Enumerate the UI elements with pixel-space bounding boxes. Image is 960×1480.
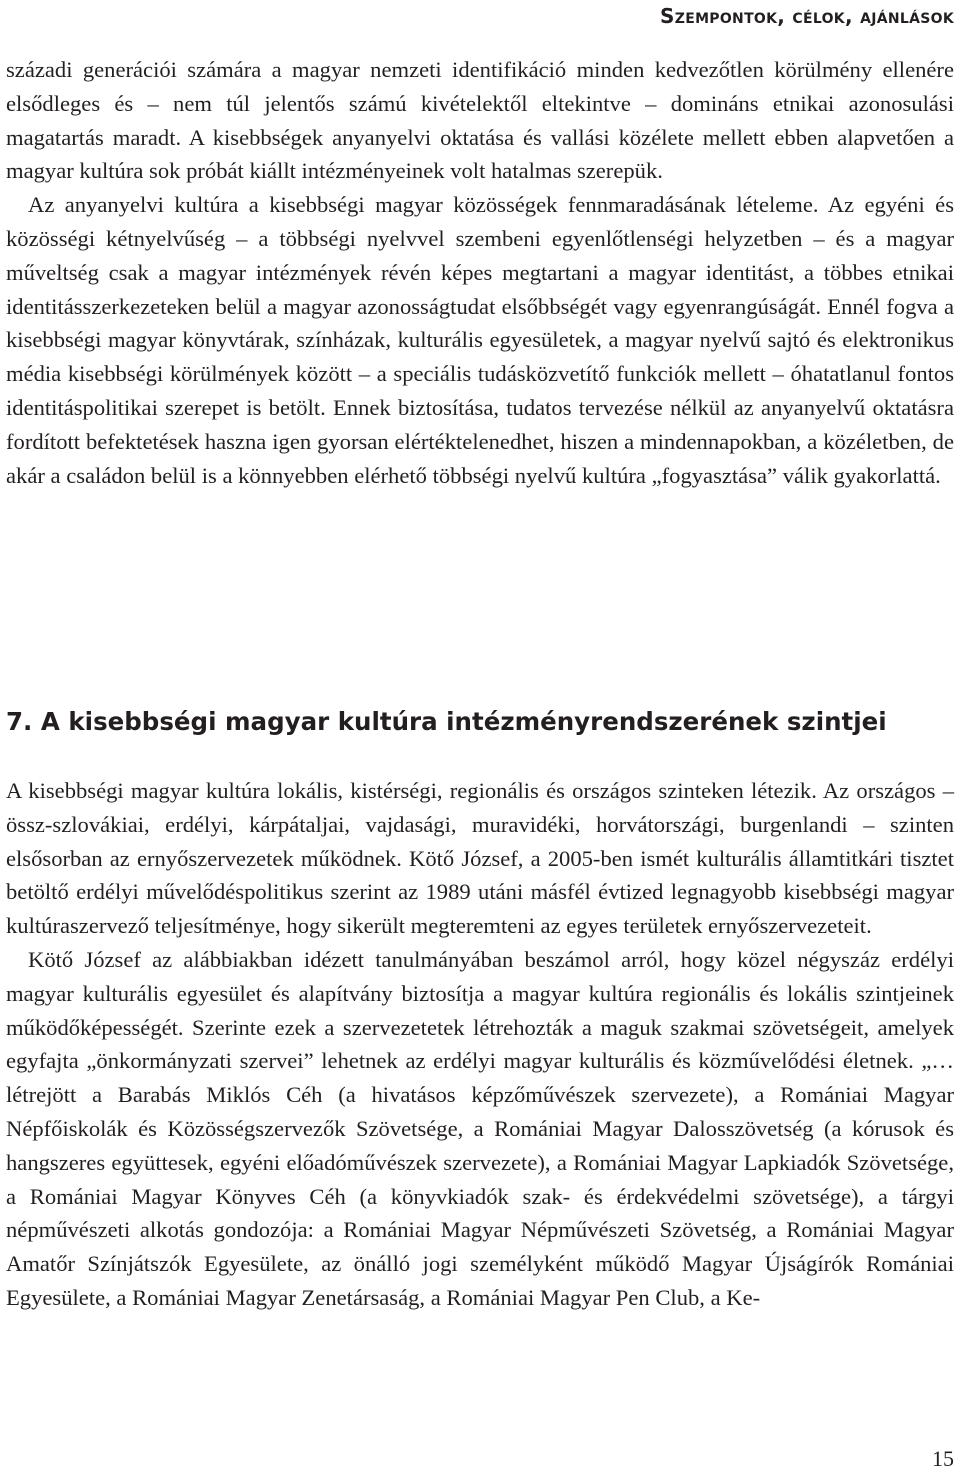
paragraph: századi generációi számára a magyar nemzeti identifikáció minden kedvezőtlen körülmény ellenére elsődleges és – nem túl jelentős számú kivételektől eltekintve – domináns etnikai azonosulási magatartás maradt. A kisebbségek anyanyelvi oktatása és vallási közélete mellett ebben alapvetően a magyar kultúra sok próbát kiállt intézményeinek volt hatalmas szerepük.: [6, 57, 954, 184]
running-header: Szempontok, célok, ajánlások: [660, 4, 954, 28]
paragraph: A kisebbségi magyar kultúra lokális, kistérségi, regionális és országos szinteken létezik. Az országos – össz-szlovákiai, erdélyi, kárpátaljai, vajdasági, muravidéki, horvátországi, burgenlandi – szinten elsősorban az ernyőszervezetek működnek. Kötő József, a 2005-ben ismét kulturális államtitkári tisztet betöltő erdélyi művelődéspolitikus szerint az 1989 utáni másfél évtized legnagyobb kisebbségi magyar kultúraszervező teljesítménye, hogy sikerült megteremteni az egyes területek ernyőszervezeteit.: [6, 778, 954, 939]
paragraph: Az anyanyelvi kultúra a kisebbségi magyar közösségek fennmaradásának lételeme. Az egyéni és közösségi kétnyelvűség – a többségi nyelvvel szembeni egyenlőtlenségi helyzetben – és a magyar műveltség csak a magyar intézmények révén képes megtartani a magyar identitást, a többes etnikai identitásszerkezeteken belül a magyar azonosságtudat elsőbbségét vagy egyenrangúságát. Ennél fogva a kisebbségi magyar könyvtárak, színházak, kulturális egyesületek, a magyar nyelvű sajtó és elektronikus média kisebbségi körülmények között – a speciális tudásközvetítő funkciók mellett – óhatatlanul fontos identitáspolitikai szerepet is betölt. Ennek biztosítása, tudatos tervezése nélkül az anyanyelvű oktatásra fordított befektetések haszna igen gyorsan elértéktelenedhet, hiszen a mindennapokban, a közéletben, de akár a családon belül is a könnyebben elérhető többségi nyelvű kultúra „fogyasztása” válik gyakorlattá.: [6, 192, 954, 488]
paragraph: Kötő József az alábbiakban idézett tanulmányában beszámol arról, hogy közel négyszáz erdélyi magyar kulturális egyesület és alapítvány biztosítja a magyar kultúra regionális és lokális szintjeinek működőképességét. Szerinte ezek a szervezetetek létrehozták a maguk szakmai szövetségeit, amelyek egyfajta „önkormányzati szervei” lehetnek az erdélyi magyar kulturális és közművelődési életnek. „… létrejött a Barabás Miklós Céh (a hivatásos képzőművészek szervezete), a Romániai Magyar Népfőiskolák és Közösségszervezők Szövetsége, a Romániai Magyar Dalosszövetség (a kórusok és hangszeres együttesek, egyéni előadóművészek szervezete), a Romániai Magyar Lapkiadók Szövetsége, a Romániai Magyar Könyves Céh (a könyvkiadók szak- és érdekvédelmi szövetsége), a tárgyi népművészeti alkotás gondozója: a Romániai Magyar Népművészeti Szövetség, a Romániai Magyar Amatőr Színjátszók Egyesülete, az önálló jogi személyként működő Magyar Újságírók Romániai Egyesülete, a Romániai Magyar Zenetársaság, a Romániai Magyar Pen Club, a Ke-: [6, 946, 954, 1310]
page-number: 15: [932, 1446, 954, 1471]
text-block-upper: [6, 53, 954, 492]
section-heading: 7. A kisebbségi magyar kultúra intézményrendszerének szintjei: [6, 707, 887, 736]
text-block-lower: [6, 774, 954, 1315]
